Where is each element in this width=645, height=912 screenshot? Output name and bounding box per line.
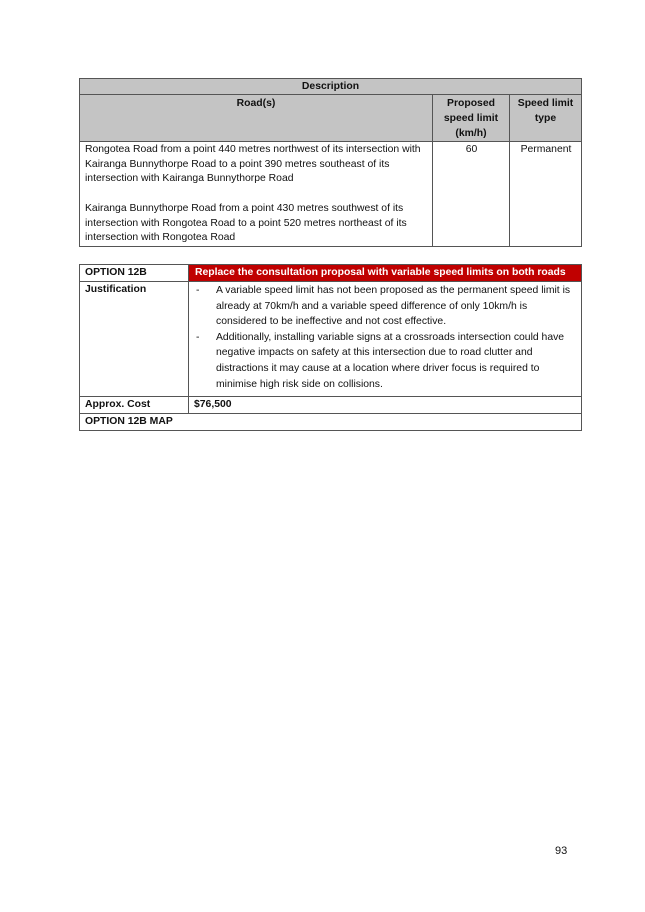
option-map-label: OPTION 12B MAP <box>80 414 582 431</box>
justification-text: Additionally, installing variable signs at a crossroads intersection could have negative impacts on safety at this intersection due to road clutter and distractions it may cause at a location where driver focus is required to minimise high risk side on collisions. <box>216 331 565 390</box>
bullet-dash: - <box>196 285 200 296</box>
option-title: Replace the consultation proposal with variable speed limits on both roads <box>189 265 582 282</box>
speed-type-cell: Permanent <box>510 142 582 247</box>
road-description-kairanga: Kairanga Bunnythorpe Road from a point 430 metres southwest of its intersection with Rongotea Road to a point 520 metres northeast of its intersection with Rongotea Road <box>85 202 407 244</box>
roads-cell <box>80 142 433 247</box>
justification-point <box>196 283 573 330</box>
justification-point <box>196 330 573 392</box>
cost-value: $76,500 <box>189 397 582 414</box>
justification-label: Justification <box>80 282 189 397</box>
roads-column-header: Road(s) <box>80 95 433 142</box>
proposed-speed-cell: 60 <box>433 142 510 247</box>
option-table <box>79 264 582 431</box>
proposed-speed-column-header: Proposed speed limit (km/h) <box>433 95 510 142</box>
table-row <box>80 142 582 247</box>
road-description-rongotea: Rongotea Road from a point 440 metres northwest of its intersection with Kairanga Bunnythorpe Road to a point 390 metres southeast of its intersection with Kairanga Bunnythorpe Road <box>85 144 421 185</box>
option-label: OPTION 12B <box>80 265 189 282</box>
justification-text: A variable speed limit has not been proposed as the permanent speed limit is already at 70km/h and a variable speed difference of only 10km/h is considered to be ineffective and not cost effective. <box>216 285 571 328</box>
page-number: 93 <box>555 845 568 857</box>
description-header: Description <box>80 79 582 95</box>
speed-limit-table <box>79 78 582 247</box>
bullet-dash: - <box>196 331 200 343</box>
cost-label: Approx. Cost <box>80 397 189 414</box>
speed-type-column-header: Speed limit type <box>510 95 582 142</box>
justification-cell <box>189 282 582 397</box>
